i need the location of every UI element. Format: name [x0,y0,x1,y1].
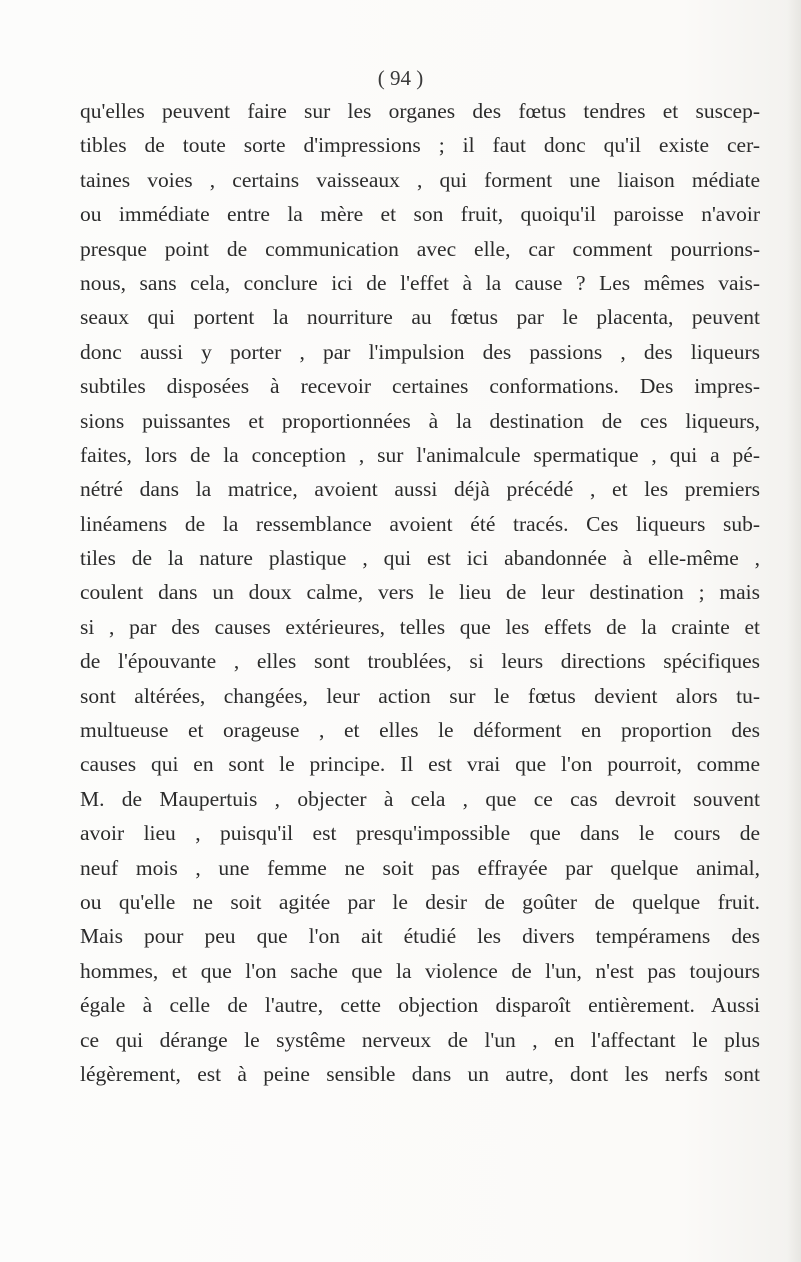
text-line: qu'elles peuvent faire sur les organes des fœtus tendres et suscep- [80,99,760,123]
text-line: nétré dans la matrice, avoient aussi déjà précédé , et les premiers [80,477,760,502]
text-line: ce qui dérange le systême nerveux de l'un , en l'affectant le plus [80,1027,760,1052]
text-line: coulent dans un doux calme, vers le lieu de leur destination ; mais [80,580,760,605]
text-line: si , par des causes extérieures, telles que les effets de la crainte et [80,614,760,639]
text-line: sions puissantes et proportionnées à la destination de ces liqueurs, [80,408,760,433]
text-line: nous, sans cela, conclure ici de l'effet à la cause ? Les mêmes vais- [80,270,760,295]
text-line: tiles de la nature plastique , qui est ici abandonnée à elle-même , [80,546,760,571]
text-line: Mais pour peu que l'on ait étudié les divers tempéramens des [80,924,760,949]
text-line: linéamens de la ressemblance avoient été tracés. Ces liqueurs sub- [80,511,760,536]
text-line: causes qui en sont le principe. Il est vrai que l'on pourroit, comme [80,752,760,777]
text-line: égale à celle de l'autre, cette objection disparoît entièrement. Aussi [80,993,760,1018]
text-line: ou qu'elle ne soit agitée par le desir de goûter de quelque fruit. [80,889,760,914]
text-line: de l'épouvante , elles sont troublées, si leurs directions spécifiques [80,649,760,674]
text-line: multueuse et orageuse , et elles le déforment en proportion des [80,718,760,743]
text-line: sont altérées, changées, leur action sur le fœtus devient alors tu- [80,683,760,708]
text-line: seaux qui portent la nourriture au fœtus par le placenta, peuvent [80,305,760,330]
page-edge-shadow [787,0,801,1262]
text-line: faites, lors de la conception , sur l'animalcule spermatique , qui a pé- [80,442,760,467]
text-line: ou immédiate entre la mère et son fruit, quoiqu'il paroisse n'avoir [80,202,760,227]
text-line: tibles de toute sorte d'impressions ; il faut donc qu'il existe cer- [80,133,760,158]
text-line: neuf mois , une femme ne soit pas effrayée par quelque animal, [80,855,760,880]
body-text [80,94,760,1091]
text-line: subtiles disposées à recevoir certaines conformations. Des impres- [80,374,760,399]
text-line: M. de Maupertuis , objecter à cela , que ce cas devroit souvent [80,786,760,811]
text-line: taines voies , certains vaisseaux , qui forment une liaison médiate [80,167,760,192]
text-line: donc aussi y porter , par l'impulsion des passions , des liqueurs [80,339,760,364]
text-line: hommes, et que l'on sache que la violence de l'un, n'est pas toujours [80,958,760,983]
text-line: légèrement, est à peine sensible dans un autre, dont les nerfs sont [80,1061,760,1086]
text-line: avoir lieu , puisqu'il est presqu'impossible que dans le cours de [80,821,760,846]
text-line: presque point de communication avec elle, car comment pourrions- [80,236,760,261]
page-number: ( 94 ) [377,66,424,90]
